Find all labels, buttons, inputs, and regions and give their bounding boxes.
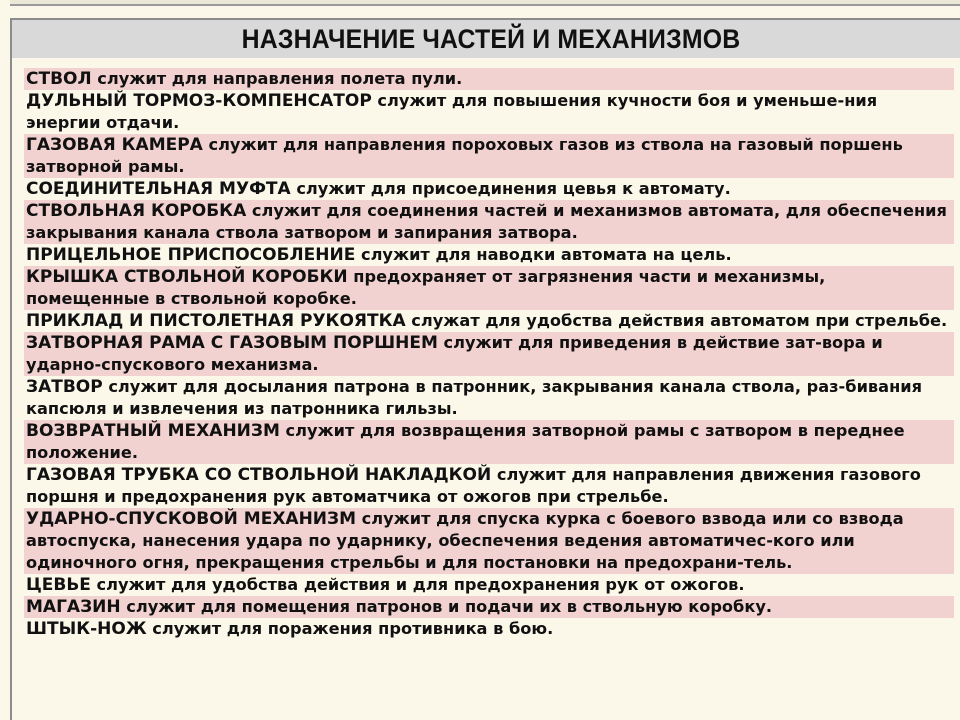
entry-receiver <box>24 200 954 244</box>
entries-list <box>24 68 954 640</box>
entry-term: СТВОЛ <box>26 69 92 89</box>
entry-text: служит для возвращения затворной рамы с затвором в переднее положение. <box>26 421 905 462</box>
entry-coupling <box>24 178 954 200</box>
entry-text: служит для направления движения газового поршня и предохранения рук автоматчика от ожогов при стрельбе. <box>26 465 921 506</box>
entry-text: служит для повышения кучности боя и уменьше-ния энергии отдачи. <box>26 91 878 132</box>
title-bar <box>10 18 960 58</box>
entry-muzzle-brake <box>24 90 954 134</box>
entry-text: служит для соединения частей и механизмов автомата, для обеспечения закрывания канала ствола затвором и запирания затвора. <box>26 201 947 242</box>
entry-text: служит для помещения патронов и подачи их в ствольную коробку. <box>120 597 773 616</box>
entry-text: служит для направления пороховых газов из ствола на газовый поршень затворной рамы. <box>26 135 903 176</box>
entry-text: предохраняет от загрязнения части и механизмы, помещенные в ствольной коробке. <box>26 267 826 308</box>
entry-trigger-mechanism <box>24 508 954 574</box>
entry-stvol <box>24 68 954 90</box>
entry-handguard <box>24 574 954 596</box>
entry-term: МАГАЗИН <box>26 597 121 617</box>
entry-text: служит для спуска курка с боевого взвода или со взвода автоспуска, нанесения удара по ударнику, обеспечения ведения автоматичес-кого или одиночного огня, прекращения стрельбы и для постановки на предохрани-тель. <box>26 509 904 572</box>
entry-bayonet <box>24 618 954 640</box>
entry-text: служит для досылания патрона в патронник, закрывания канала ствола, раз-бивания капсюля и извлечения из патронника гильзы. <box>26 377 923 418</box>
entry-term: ЦЕВЬЕ <box>26 575 91 595</box>
entry-term: ШТЫК-НОЖ <box>26 619 147 639</box>
page-title: НАЗНАЧЕНИЕ ЧАСТЕЙ И МЕХАНИЗМОВ <box>241 23 741 54</box>
entry-term: ПРИКЛАД И ПИСТОЛЕТНАЯ РУКОЯТКА <box>26 311 406 331</box>
entry-term: СТВОЛЬНАЯ КОРОБКА <box>26 201 247 221</box>
entry-term: ЗАТВОР <box>26 377 103 397</box>
entry-text: служит для направления полета пули. <box>91 69 463 88</box>
entry-text: служит для удобства действия и для предохранения рук от ожогов. <box>90 575 745 594</box>
entry-gas-tube <box>24 464 954 508</box>
entry-bolt <box>24 376 954 420</box>
top-frame-strip <box>10 0 960 6</box>
entry-bolt-carrier <box>24 332 954 376</box>
entry-text: служит для присоединения цевья к автомату. <box>290 179 731 198</box>
entry-receiver-cover <box>24 266 954 310</box>
entry-term: УДАРНО-СПУСКОВОЙ МЕХАНИЗМ <box>26 509 357 529</box>
entry-term: ГАЗОВАЯ ТРУБКА СО СТВОЛЬНОЙ НАКЛАДКОЙ <box>26 465 492 485</box>
entry-term: ДУЛЬНЫЙ ТОРМОЗ-КОМПЕНСАТОР <box>26 91 372 111</box>
entry-text: служат для удобства действия автоматом при стрельбе. <box>405 311 948 330</box>
entry-term: ГАЗОВАЯ КАМЕРА <box>26 135 203 155</box>
entry-stock-grip <box>24 310 954 332</box>
entry-term: СОЕДИНИТЕЛЬНАЯ МУФТА <box>26 179 291 199</box>
entry-text: служит для приведения в действие зат-вора и ударно-спускового механизма. <box>26 333 883 374</box>
entry-sights <box>24 244 954 266</box>
entry-gas-chamber <box>24 134 954 178</box>
entry-term: ВОЗВРАТНЫЙ МЕХАНИЗМ <box>26 421 280 441</box>
entry-term: ПРИЦЕЛЬНОЕ ПРИСПОСОБЛЕНИЕ <box>26 245 356 265</box>
entry-return-mechanism <box>24 420 954 464</box>
entry-text: служит для наводки автомата на цель. <box>355 245 732 264</box>
entry-term: КРЫШКА СТВОЛЬНОЙ КОРОБКИ <box>26 267 348 287</box>
entry-text: служит для поражения противника в бою. <box>146 619 554 638</box>
entry-term: ЗАТВОРНАЯ РАМА С ГАЗОВЫМ ПОРШНЕМ <box>26 333 438 353</box>
entry-magazine <box>24 596 954 618</box>
